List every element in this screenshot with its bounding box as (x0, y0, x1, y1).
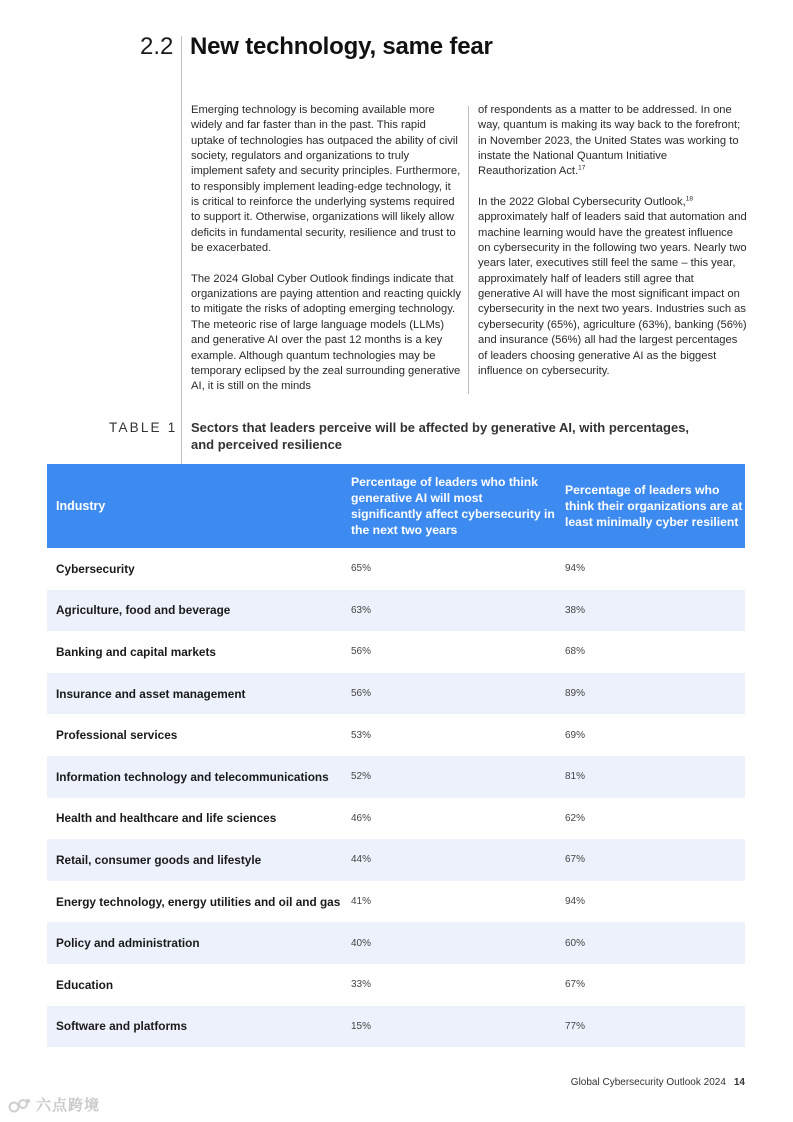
table-row (47, 673, 745, 715)
header-industry: Industry (47, 464, 342, 548)
industry-cell: Energy technology, energy utilities and oil and gas (47, 881, 342, 923)
body-paragraph: The 2024 Global Cyber Outlook findings indicate that organizations are paying attention and reacting quickly to mitigate the risks of adopting emerging technology. The meteoric rise of large language models (LLMs) and generative AI over the past 12 months is a key example. Although quantum technologies may be temporary eclipsed by the zeal surrounding generative AI, it is still on the minds (191, 272, 461, 393)
ai-impact-cell: 65% (342, 548, 556, 590)
watermark-logo-icon (8, 1097, 32, 1115)
ai-impact-cell: 53% (342, 714, 556, 756)
industry-cell: Policy and administration (47, 922, 342, 964)
industry-cell: Banking and capital markets (47, 631, 342, 673)
industry-cell: Education (47, 964, 342, 1006)
column-divider (468, 106, 469, 394)
resilience-cell: 89% (556, 673, 745, 715)
resilience-cell: 77% (556, 1006, 745, 1048)
resilience-cell: 67% (556, 839, 745, 881)
resilience-cell: 94% (556, 881, 745, 923)
body-paragraph (478, 195, 748, 379)
resilience-cell: 60% (556, 922, 745, 964)
table-row (47, 964, 745, 1006)
watermark (8, 1094, 100, 1115)
table-row (47, 881, 745, 923)
body-paragraph: Emerging technology is becoming available more widely and far faster than in the past. This rapid uptake of technologies has outpaced the ability of civil society, regulators and organizations to truly implement safety and security principles. Furthermore, to responsibly implement leading-edge technology, it is critical to reinforce the underlying systems required to support it. Otherwise, organizations will likely allow deficits in fundamental security, resilience and trust to be exacerbated. (191, 104, 461, 255)
industry-cell: Information technology and telecommunications (47, 756, 342, 798)
ai-impact-cell: 41% (342, 881, 556, 923)
footnote-ref[interactable]: 17 (578, 164, 586, 172)
page-footer (571, 1077, 745, 1088)
table-row (47, 922, 745, 964)
publication-title: Global Cybersecurity Outlook 2024 (570, 1077, 726, 1088)
industry-cell: Professional services (47, 714, 342, 756)
body-column-left (191, 103, 461, 410)
ai-impact-cell: 63% (342, 590, 556, 632)
ai-impact-cell: 44% (342, 839, 556, 881)
table-row (47, 714, 745, 756)
body-column-right (478, 103, 748, 395)
header-ai-impact: Percentage of leaders who think generative AI will most significantly affect cybersecurity in the next two years (342, 464, 556, 548)
ai-impact-cell: 15% (342, 1006, 556, 1048)
industry-cell: Cybersecurity (47, 548, 342, 590)
resilience-cell: 81% (556, 756, 745, 798)
watermark-text: 六点跨境 (36, 1097, 101, 1114)
footnote-ref[interactable]: 18 (685, 195, 693, 203)
section-number: 2.2 (140, 33, 174, 60)
section-divider (181, 36, 182, 464)
ai-impact-cell: 33% (342, 964, 556, 1006)
industry-cell: Software and platforms (47, 1006, 342, 1048)
resilience-cell: 62% (556, 798, 745, 840)
table-row (47, 631, 745, 673)
industry-cell: Retail, consumer goods and lifestyle (47, 839, 342, 881)
header-resilience: Percentage of leaders who think their organizations are at least minimally cyber resilient (556, 464, 745, 548)
resilience-cell: 68% (556, 631, 745, 673)
ai-impact-cell: 56% (342, 631, 556, 673)
industry-cell: Agriculture, food and beverage (47, 590, 342, 632)
paragraph-text: of respondents as a matter to be addressed. In one way, quantum is making its way back to the forefront; in November 2023, the United States was working to instate the National Quantum Initiative Reauthorization Act. (478, 104, 741, 178)
body-paragraph (478, 103, 748, 180)
table-row (47, 1006, 745, 1048)
resilience-cell: 67% (556, 964, 745, 1006)
table-header-row (47, 464, 745, 548)
table-label: TABLE 1 (109, 420, 178, 435)
table-row (47, 756, 745, 798)
resilience-cell: 94% (556, 548, 745, 590)
table-row (47, 839, 745, 881)
industry-cell: Insurance and asset management (47, 673, 342, 715)
table-row (47, 548, 745, 590)
ai-impact-cell: 52% (342, 756, 556, 798)
paragraph-text: In the 2022 Global Cybersecurity Outlook, (478, 196, 686, 209)
table-caption: Sectors that leaders perceive will be affected by generative AI, with percentages, and perceived resilience (191, 420, 690, 452)
ai-impact-cell: 46% (342, 798, 556, 840)
page-number: 14 (733, 1077, 745, 1088)
resilience-cell: 38% (556, 590, 745, 632)
paragraph-text: approximately half of leaders said that automation and machine learning would have the greatest influence on cybersecurity in the following two years. Nearly two years later, executives still feel the same – this year, approximately half of leaders still agree that generative AI will have the most significant impact on cybersecurity in the next two years. Industries such as cybersecurity (65%), agriculture (63%), banking (56%) and insurance (56%) all had the largest percentages of leaders choosing generative AI as the biggest influence on cybersecurity. (478, 211, 747, 377)
ai-impact-cell: 40% (342, 922, 556, 964)
ai-impact-cell: 56% (342, 673, 556, 715)
sector-table (47, 464, 745, 1047)
industry-cell: Health and healthcare and life sciences (47, 798, 342, 840)
section-title: New technology, same fear (190, 33, 493, 60)
table-row (47, 590, 745, 632)
resilience-cell: 69% (556, 714, 745, 756)
table-row (47, 798, 745, 840)
